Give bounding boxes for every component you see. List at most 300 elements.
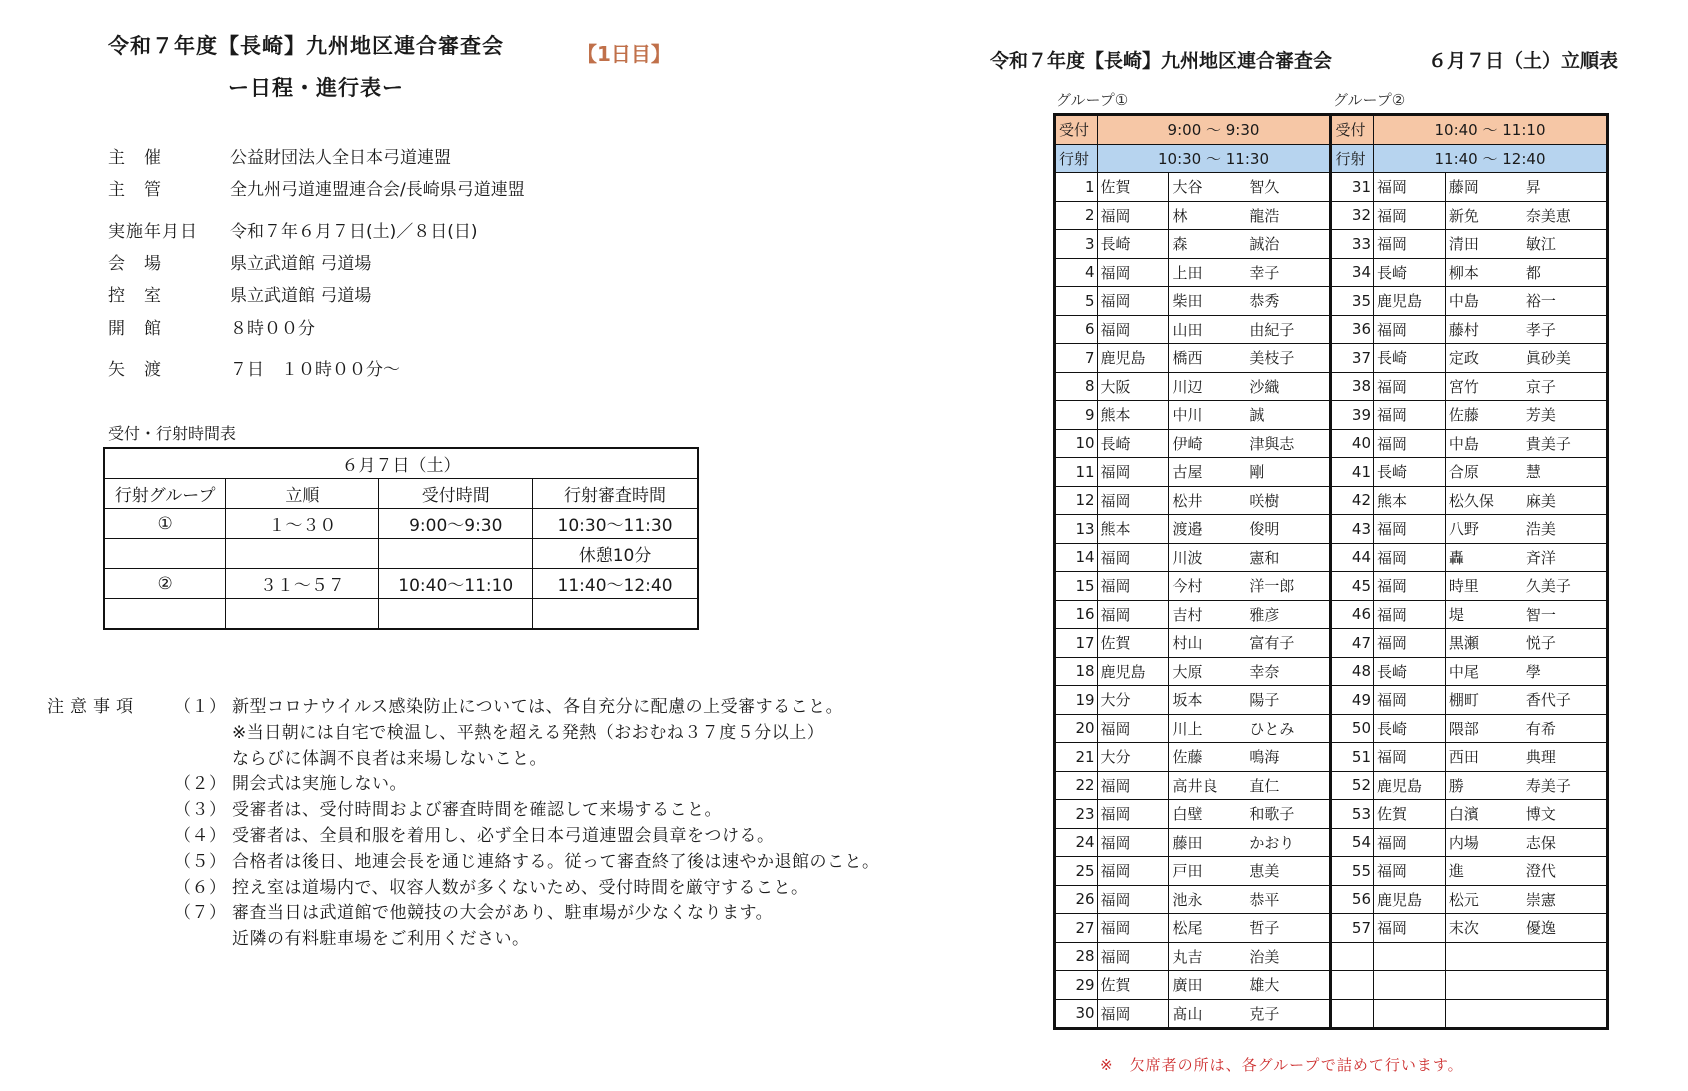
roster-num: 14 [1055,543,1098,572]
roster-surname: 宮竹 [1445,372,1522,401]
roster-surname: 柴田 [1169,287,1246,316]
roster-given: 智一 [1523,600,1608,629]
roster-surname: 藤田 [1169,828,1246,857]
roster-num: 26 [1055,885,1098,914]
roster-surname: 勝 [1445,771,1522,800]
roster-given: 由紀子 [1246,315,1331,344]
info-label-waiting-room: 控 室 [108,286,162,306]
roster-surname: 白濱 [1445,800,1522,829]
roster-surname: 藤村 [1445,315,1522,344]
roster-num: 24 [1055,828,1098,857]
roster-num: 5 [1055,287,1098,316]
roster-pref: 福岡 [1097,714,1169,743]
roster-given: 憲和 [1246,543,1331,572]
roster-pref: 大分 [1097,743,1169,772]
roster-num: 55 [1331,857,1374,886]
roster-given: かおり [1246,828,1331,857]
group2-label: グループ② [1333,91,1406,109]
roster-given: 敏江 [1523,230,1608,259]
roster-given: 龍浩 [1246,201,1331,230]
roster-num: 10 [1055,429,1098,458]
roster-given: 斉洋 [1523,543,1608,572]
roster-num: 48 [1331,657,1374,686]
roster-given: 博文 [1523,800,1608,829]
roster-row [1055,429,1608,458]
roster-num [1331,971,1374,1000]
roster-row [1055,914,1608,943]
roster-given: 久美子 [1523,572,1608,601]
roster-num: 23 [1055,800,1098,829]
roster-num: 45 [1331,572,1374,601]
roster-pref: 福岡 [1097,315,1169,344]
table-cell: 9:00～9:30 [379,509,533,539]
roster-num: 2 [1055,201,1098,230]
roster-pref: 長崎 [1374,258,1446,287]
roster-given: 剛 [1246,458,1331,487]
roster-row [1055,857,1608,886]
roster-num: 49 [1331,686,1374,715]
roster-given: 芳美 [1523,401,1608,430]
roster-given: 誠 [1246,401,1331,430]
table-cell: ３１～５７ [226,569,379,599]
uketsuke-row [1055,115,1608,145]
roster-pref: 鹿児島 [1097,657,1169,686]
roster-row [1055,657,1608,686]
roster-given: 津與志 [1246,429,1331,458]
roster-given: 直仁 [1246,771,1331,800]
table-cell: ② [104,569,226,599]
roster-num: 3 [1055,230,1098,259]
table-cell: 10:30～11:30 [533,509,698,539]
roster-pref: 福岡 [1097,201,1169,230]
info-label-date: 実施年月日 [108,222,198,242]
roster-num: 44 [1331,543,1374,572]
roster-num: 21 [1055,743,1098,772]
schedule-table [103,447,699,630]
roster-pref: 鹿児島 [1374,287,1446,316]
roster-pref: 福岡 [1097,486,1169,515]
uketsuke-label: 受付 [1331,115,1374,145]
roster-surname: 丸吉 [1169,942,1246,971]
roster-num: 33 [1331,230,1374,259]
roster-surname: 大原 [1169,657,1246,686]
roster-num: 56 [1331,885,1374,914]
roster-pref: 長崎 [1374,344,1446,373]
roster-num: 54 [1331,828,1374,857]
roster-num: 16 [1055,600,1098,629]
roster-row [1055,828,1608,857]
roster-num: 12 [1055,486,1098,515]
roster-row [1055,572,1608,601]
roster-row [1055,942,1608,971]
roster-num: 39 [1331,401,1374,430]
roster-surname: 西田 [1445,743,1522,772]
roster-row [1055,999,1608,1029]
roster-pref: 福岡 [1374,543,1446,572]
kousha-label: 行射 [1331,144,1374,173]
roster-pref: 福岡 [1097,572,1169,601]
roster-given: 貴美子 [1523,429,1608,458]
roster-given: 悦子 [1523,629,1608,658]
roster-num: 51 [1331,743,1374,772]
roster-given: 富有子 [1246,629,1331,658]
roster-surname: 大谷 [1169,173,1246,202]
roster-surname: 中島 [1445,287,1522,316]
schedule-header-row [104,479,698,509]
schedule-date-header: ６月７日（土） [104,448,698,479]
roster-surname: 廣田 [1169,971,1246,1000]
roster-row [1055,971,1608,1000]
roster-given: 恭秀 [1246,287,1331,316]
roster-surname: 松久保 [1445,486,1522,515]
roster-surname: 今村 [1169,572,1246,601]
roster-surname: 黒瀬 [1445,629,1522,658]
roster-pref [1374,999,1446,1029]
roster-num [1331,942,1374,971]
note-text: ※当日朝には自宅で検温し、平熱を超える発熱（おおむね３７度５分以上） [232,722,825,743]
group1-label: グループ① [1056,91,1129,109]
roster-given: 咲樹 [1246,486,1331,515]
roster-num: 25 [1055,857,1098,886]
roster-pref: 長崎 [1374,458,1446,487]
note-text: 審査当日は武道館で他競技の大会があり、駐車場が少なくなります。 [232,903,774,924]
roster-given: 恵美 [1246,857,1331,886]
page-title: 令和７年度【長崎】九州地区連合審査会 [108,34,504,58]
note-number: （１） [174,697,227,717]
table-cell: 10:40～11:10 [379,569,533,599]
roster-pref: 福岡 [1097,999,1169,1029]
roster-surname [1445,999,1522,1029]
table-cell: ① [104,509,226,539]
roster-surname: 川波 [1169,543,1246,572]
roster-pref: 福岡 [1374,429,1446,458]
roster-num: 41 [1331,458,1374,487]
table-cell [226,539,379,569]
roster-num: 34 [1331,258,1374,287]
roster-num: 11 [1055,458,1098,487]
roster-row [1055,372,1608,401]
roster-pref: 熊本 [1097,515,1169,544]
roster-given: ひとみ [1246,714,1331,743]
roster-row [1055,515,1608,544]
roster-pref: 福岡 [1374,629,1446,658]
roster-num: 4 [1055,258,1098,287]
group2-kousha-time: 11:40 ～ 12:40 [1374,144,1608,173]
roster-num: 19 [1055,686,1098,715]
roster-given: 和歌子 [1246,800,1331,829]
roster-num: 1 [1055,173,1098,202]
roster-row [1055,258,1608,287]
roster-pref: 長崎 [1097,429,1169,458]
roster-pref: 福岡 [1374,743,1446,772]
roster-surname: 隈部 [1445,714,1522,743]
roster-num: 31 [1331,173,1374,202]
roster-surname: 新免 [1445,201,1522,230]
roster-given: 孝子 [1523,315,1608,344]
roster-surname: 林 [1169,201,1246,230]
roster-surname: 中川 [1169,401,1246,430]
notes-label: 注意事項 [47,697,139,717]
roster-num: 53 [1331,800,1374,829]
roster-table [1053,113,1609,1030]
roster-pref: 長崎 [1374,714,1446,743]
roster-surname: 渡邉 [1169,515,1246,544]
note-number: （６） [174,877,227,898]
roster-num: 40 [1331,429,1374,458]
roster-pref: 佐賀 [1097,629,1169,658]
roster-row [1055,885,1608,914]
note-text: ならびに体調不良者は来場しないこと。 [232,748,547,769]
roster-given: 裕一 [1523,287,1608,316]
roster-num: 35 [1331,287,1374,316]
roster-pref: 福岡 [1097,914,1169,943]
roster-row [1055,629,1608,658]
roster-given: 治美 [1246,942,1331,971]
roster-body [1055,173,1608,1029]
roster-given: 雄大 [1246,971,1331,1000]
roster-pref: 佐賀 [1097,971,1169,1000]
roster-num: 47 [1331,629,1374,658]
roster-given: 哲子 [1246,914,1331,943]
roster-num: 42 [1331,486,1374,515]
roster-pref: 長崎 [1374,657,1446,686]
note-text: 受審者は、全員和服を着用し、必ず全日本弓道連盟会員章をつける。 [232,826,775,846]
note-number: （３） [174,800,227,821]
roster-row [1055,201,1608,230]
roster-given: 誠治 [1246,230,1331,259]
info-label-yawatashi: 矢 渡 [108,360,162,380]
roster-given: 眞砂美 [1523,344,1608,373]
roster-given: 麻美 [1523,486,1608,515]
schedule-row [104,509,698,539]
roster-pref: 福岡 [1097,828,1169,857]
roster-pref: 福岡 [1097,942,1169,971]
roster-num: 52 [1331,771,1374,800]
roster-surname: 池永 [1169,885,1246,914]
roster-num [1331,999,1374,1029]
roster-surname: 松井 [1169,486,1246,515]
schedule-row [104,539,698,569]
roster-num: 43 [1331,515,1374,544]
group2-uketsuke-time: 10:40 ～ 11:10 [1374,115,1608,145]
roster-given: 幸子 [1246,258,1331,287]
roster-surname: 中島 [1445,429,1522,458]
roster-given: 學 [1523,657,1608,686]
roster-row [1055,315,1608,344]
table-cell: 11:40～12:40 [533,569,698,599]
roster-surname: 上田 [1169,258,1246,287]
roster-surname: 白壁 [1169,800,1246,829]
roster-num: 22 [1055,771,1098,800]
roster-given: 美枝子 [1246,344,1331,373]
roster-pref: 福岡 [1374,315,1446,344]
absence-footnote: ※ 欠席者の所は、各グループで詰めて行います。 [1100,1056,1464,1074]
roster-given: 昇 [1523,173,1608,202]
roster-num: 50 [1331,714,1374,743]
roster-date: ６月７日（土）立順表 [1428,50,1619,72]
info-value-manager: 全九州弓道連盟連合会/長崎県弓道連盟 [230,180,525,200]
schedule-caption: 受付・行射時間表 [108,424,237,443]
roster-pref: 長崎 [1097,230,1169,259]
col-header: 行射審査時間 [533,479,698,509]
day-tag: 【1日目】 [577,42,671,66]
roster-pref: 福岡 [1374,173,1446,202]
table-cell [379,539,533,569]
kousha-row [1055,144,1608,173]
roster-surname: 松尾 [1169,914,1246,943]
roster-pref: 佐賀 [1097,173,1169,202]
roster-given: 恭平 [1246,885,1331,914]
roster-row [1055,800,1608,829]
roster-given: 典理 [1523,743,1608,772]
info-value-waiting-room: 県立武道館 弓道場 [230,286,372,306]
roster-pref: 大分 [1097,686,1169,715]
roster-pref: 福岡 [1374,372,1446,401]
roster-pref: 福岡 [1097,885,1169,914]
info-value-organizer: 公益財団法人全日本弓道連盟 [230,148,451,168]
roster-row [1055,543,1608,572]
roster-num: 17 [1055,629,1098,658]
info-label-opening: 開 館 [108,319,162,339]
note-text: 受審者は、受付時間および審査時間を確認して来場すること。 [232,800,722,821]
info-label-manager: 主 管 [108,180,162,200]
roster-surname: 髙山 [1169,999,1246,1029]
roster-row [1055,714,1608,743]
info-value-venue: 県立武道館 弓道場 [230,254,372,274]
note-number: （４） [174,826,227,846]
roster-row [1055,287,1608,316]
note-number: （２） [174,774,227,795]
roster-num: 13 [1055,515,1098,544]
roster-given: 奈美恵 [1523,201,1608,230]
roster-given: 浩美 [1523,515,1608,544]
roster-row [1055,686,1608,715]
roster-num: 28 [1055,942,1098,971]
roster-surname: 佐藤 [1169,743,1246,772]
roster-surname: 村山 [1169,629,1246,658]
roster-num: 15 [1055,572,1098,601]
roster-surname: 橋西 [1169,344,1246,373]
roster-given: 京子 [1523,372,1608,401]
table-cell [104,539,226,569]
roster-given: 幸奈 [1246,657,1331,686]
roster-row [1055,771,1608,800]
roster-pref: 福岡 [1374,230,1446,259]
roster-row [1055,401,1608,430]
roster-surname: 清田 [1445,230,1522,259]
roster-surname: 八野 [1445,515,1522,544]
roster-num: 20 [1055,714,1098,743]
roster-given: 香代子 [1523,686,1608,715]
roster-surname: 棚町 [1445,686,1522,715]
roster-surname: 柳本 [1445,258,1522,287]
roster-given: 洋一郎 [1246,572,1331,601]
kousha-label: 行射 [1055,144,1098,173]
roster-surname: 藤岡 [1445,173,1522,202]
roster-given: 寿美子 [1523,771,1608,800]
roster-pref: 福岡 [1097,857,1169,886]
roster-given: 澄代 [1523,857,1608,886]
roster-pref: 福岡 [1374,828,1446,857]
roster-given: 有希 [1523,714,1608,743]
roster-surname: 伊崎 [1169,429,1246,458]
roster-row [1055,458,1608,487]
roster-surname: 川辺 [1169,372,1246,401]
roster-row [1055,743,1608,772]
table-cell [226,599,379,630]
note-text: 新型コロナウイルス感染防止については、各自充分に配慮の上受審すること。 [232,697,844,717]
roster-surname: 戸田 [1169,857,1246,886]
roster-surname: 森 [1169,230,1246,259]
roster-num: 30 [1055,999,1098,1029]
roster-pref [1374,971,1446,1000]
note-number: （７） [174,903,227,924]
roster-num: 36 [1331,315,1374,344]
col-header: 受付時間 [379,479,533,509]
roster-num: 32 [1331,201,1374,230]
table-cell: 休憩10分 [533,539,698,569]
group1-uketsuke-time: 9:00 ～ 9:30 [1097,115,1331,145]
roster-pref: 福岡 [1097,458,1169,487]
roster-given [1523,971,1608,1000]
roster-pref: 福岡 [1097,543,1169,572]
roster-num: 38 [1331,372,1374,401]
roster-pref: 福岡 [1374,572,1446,601]
roster-surname: 山田 [1169,315,1246,344]
note-text: 開会式は実施しない。 [232,774,407,795]
roster-pref: 鹿児島 [1374,771,1446,800]
roster-num: 46 [1331,600,1374,629]
roster-num: 57 [1331,914,1374,943]
roster-given: 優逸 [1523,914,1608,943]
roster-num: 6 [1055,315,1098,344]
roster-pref: 福岡 [1097,600,1169,629]
table-cell [379,599,533,630]
roster-given: 陽子 [1246,686,1331,715]
table-cell: １～３０ [226,509,379,539]
roster-surname: 川上 [1169,714,1246,743]
note-text: 近隣の有料駐車場をご利用ください。 [232,929,530,950]
table-cell [533,599,698,630]
page-subtitle: ー日程・進行表ー [228,76,404,100]
roster-surname: 松元 [1445,885,1522,914]
roster-surname: 合原 [1445,458,1522,487]
roster-pref: 福岡 [1374,857,1446,886]
roster-given: 沙織 [1246,372,1331,401]
roster-row [1055,486,1608,515]
schedule-row [104,569,698,599]
roster-num: 29 [1055,971,1098,1000]
roster-surname: 高井良 [1169,771,1246,800]
roster-pref: 福岡 [1097,258,1169,287]
note-number: （５） [174,851,227,872]
roster-pref [1374,942,1446,971]
roster-row [1055,173,1608,202]
roster-given: 崇憲 [1523,885,1608,914]
roster-pref: 福岡 [1374,600,1446,629]
group1-kousha-time: 10:30 ～ 11:30 [1097,144,1331,173]
roster-surname: 古屋 [1169,458,1246,487]
roster-pref: 福岡 [1374,914,1446,943]
schedule-row [104,599,698,630]
roster-pref: 熊本 [1097,401,1169,430]
roster-surname: 轟 [1445,543,1522,572]
roster-given: 都 [1523,258,1608,287]
roster-surname: 定政 [1445,344,1522,373]
roster-surname: 堤 [1445,600,1522,629]
roster-surname: 内場 [1445,828,1522,857]
roster-given [1523,942,1608,971]
